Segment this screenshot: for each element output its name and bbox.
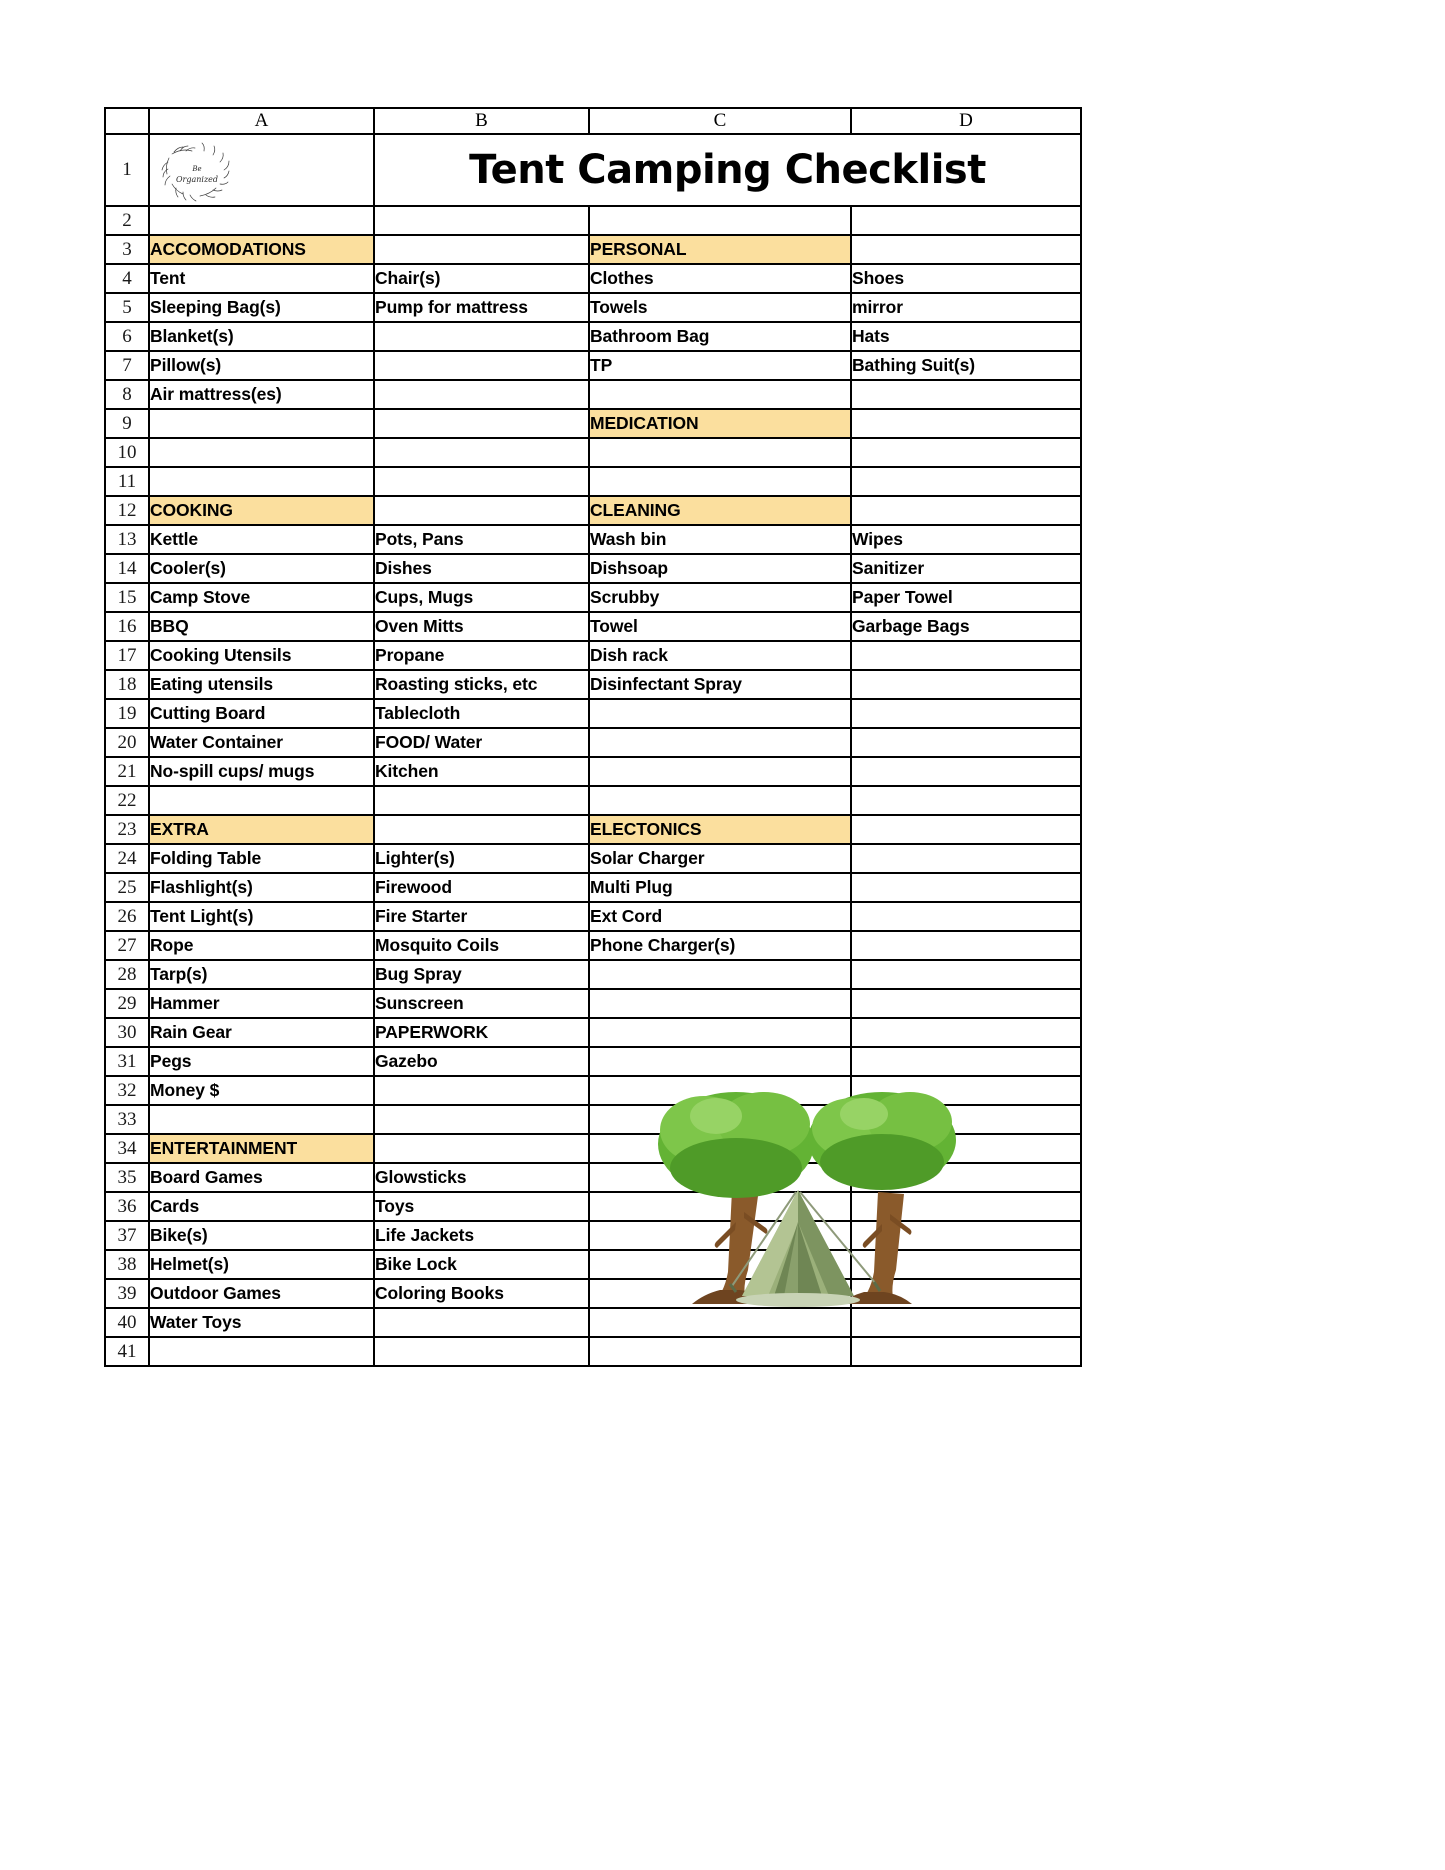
checklist-cell[interactable]: [851, 670, 1081, 699]
sheet-row: [105, 235, 1081, 264]
row-header-27[interactable]: 27: [105, 931, 149, 960]
checklist-cell[interactable]: Mosquito Coils: [374, 931, 589, 960]
checklist-cell[interactable]: Roasting sticks, etc: [374, 670, 589, 699]
row-header-25[interactable]: 25: [105, 873, 149, 902]
row-header-31[interactable]: 31: [105, 1047, 149, 1076]
checklist-cell[interactable]: Cups, Mugs: [374, 583, 589, 612]
checklist-cell[interactable]: [851, 1047, 1081, 1076]
row-header-8[interactable]: 8: [105, 380, 149, 409]
checklist-cell[interactable]: Water Toys: [149, 1308, 374, 1337]
checklist-cell[interactable]: Wash bin: [589, 525, 851, 554]
checklist-cell[interactable]: Tablecloth: [374, 699, 589, 728]
checklist-cell[interactable]: Dishsoap: [589, 554, 851, 583]
checklist-cell[interactable]: [851, 931, 1081, 960]
checklist-cell[interactable]: Cooking Utensils: [149, 641, 374, 670]
checklist-cell[interactable]: Cutting Board: [149, 699, 374, 728]
checklist-cell[interactable]: [851, 409, 1081, 438]
checklist-cell[interactable]: [374, 438, 589, 467]
row-header-33[interactable]: 33: [105, 1105, 149, 1134]
checklist-cell[interactable]: [851, 1076, 1081, 1105]
checklist-cell[interactable]: [851, 989, 1081, 1018]
checklist-cell[interactable]: [374, 1105, 589, 1134]
checklist-cell[interactable]: [589, 728, 851, 757]
checklist-cell[interactable]: [149, 1337, 374, 1366]
sheet-row: [105, 554, 1081, 583]
sheet-row: [105, 380, 1081, 409]
section-header-cell[interactable]: PERSONAL: [589, 235, 851, 264]
row-header-14[interactable]: 14: [105, 554, 149, 583]
row-header-29[interactable]: 29: [105, 989, 149, 1018]
checklist-cell[interactable]: [589, 960, 851, 989]
checklist-cell[interactable]: Shoes: [851, 264, 1081, 293]
checklist-cell[interactable]: [589, 1337, 851, 1366]
page-title: Tent Camping Checklist: [469, 147, 986, 193]
column-header-b[interactable]: B: [374, 108, 589, 134]
checklist-cell[interactable]: Paper Towel: [851, 583, 1081, 612]
checklist-cell[interactable]: Folding Table: [149, 844, 374, 873]
checklist-cell[interactable]: Rain Gear: [149, 1018, 374, 1047]
column-header-row: [105, 108, 1081, 134]
checklist-cell[interactable]: [851, 438, 1081, 467]
checklist-cell[interactable]: [851, 1105, 1081, 1134]
row-header-5[interactable]: 5: [105, 293, 149, 322]
sheet-row: [105, 1047, 1081, 1076]
checklist-cell[interactable]: [851, 960, 1081, 989]
sheet-row: [105, 960, 1081, 989]
checklist-cell[interactable]: [851, 206, 1081, 235]
checklist-cell[interactable]: Solar Charger: [589, 844, 851, 873]
sheet-row: [105, 641, 1081, 670]
sheet-row: [105, 1337, 1081, 1366]
checklist-cell[interactable]: Helmet(s): [149, 1250, 374, 1279]
checklist-cell[interactable]: Bug Spray: [374, 960, 589, 989]
row-header-10[interactable]: 10: [105, 438, 149, 467]
cell-a1-logo[interactable]: [149, 134, 374, 206]
row-header-20[interactable]: 20: [105, 728, 149, 757]
spreadsheet: [104, 107, 1080, 1367]
checklist-cell[interactable]: Multi Plug: [589, 873, 851, 902]
checklist-cell[interactable]: [851, 1337, 1081, 1366]
sheet-row: [105, 728, 1081, 757]
checklist-cell[interactable]: [374, 1076, 589, 1105]
checklist-cell[interactable]: [851, 815, 1081, 844]
checklist-cell[interactable]: Bike(s): [149, 1221, 374, 1250]
row-header-4[interactable]: 4: [105, 264, 149, 293]
checklist-cell[interactable]: Pots, Pans: [374, 525, 589, 554]
checklist-cell[interactable]: Hats: [851, 322, 1081, 351]
checklist-cell[interactable]: Towel: [589, 612, 851, 641]
row-header-19[interactable]: 19: [105, 699, 149, 728]
checklist-cell[interactable]: [851, 1250, 1081, 1279]
checklist-cell[interactable]: [589, 699, 851, 728]
checklist-cell[interactable]: [149, 467, 374, 496]
checklist-cell[interactable]: Kettle: [149, 525, 374, 554]
checklist-cell[interactable]: Disinfectant Spray: [589, 670, 851, 699]
section-header-cell[interactable]: MEDICATION: [589, 409, 851, 438]
checklist-cell[interactable]: [374, 322, 589, 351]
checklist-cell[interactable]: Coloring Books: [374, 1279, 589, 1308]
checklist-cell[interactable]: Flashlight(s): [149, 873, 374, 902]
checklist-cell[interactable]: Tent Light(s): [149, 902, 374, 931]
checklist-cell[interactable]: [851, 786, 1081, 815]
checklist-cell[interactable]: Pegs: [149, 1047, 374, 1076]
checklist-cell[interactable]: Hammer: [149, 989, 374, 1018]
checklist-cell[interactable]: [589, 206, 851, 235]
svg-text:Be: Be: [192, 165, 202, 173]
checklist-cell[interactable]: [851, 235, 1081, 264]
checklist-cell[interactable]: Phone Charger(s): [589, 931, 851, 960]
checklist-cell[interactable]: [851, 1192, 1081, 1221]
row-header-13[interactable]: 13: [105, 525, 149, 554]
checklist-cell[interactable]: [374, 496, 589, 525]
row-header-3[interactable]: 3: [105, 235, 149, 264]
sheet-row: [105, 815, 1081, 844]
checklist-cell[interactable]: [851, 1279, 1081, 1308]
checklist-cell[interactable]: [851, 641, 1081, 670]
checklist-cell[interactable]: [589, 1105, 851, 1134]
checklist-cell[interactable]: [374, 786, 589, 815]
sheet-row: [105, 1192, 1081, 1221]
row-header-40[interactable]: 40: [105, 1308, 149, 1337]
section-header-cell[interactable]: EXTRA: [149, 815, 374, 844]
sheet-row: [105, 134, 1081, 206]
checklist-cell[interactable]: Kitchen: [374, 757, 589, 786]
checklist-cell[interactable]: Toys: [374, 1192, 589, 1221]
checklist-cell[interactable]: Lighter(s): [374, 844, 589, 873]
sheet-row: [105, 1250, 1081, 1279]
row-header-30[interactable]: 30: [105, 1018, 149, 1047]
checklist-cell[interactable]: [589, 786, 851, 815]
sheet-row: [105, 496, 1081, 525]
sheet-row: [105, 873, 1081, 902]
checklist-cell[interactable]: [589, 1163, 851, 1192]
checklist-cell[interactable]: [589, 438, 851, 467]
sheet-row: [105, 757, 1081, 786]
row-header-12[interactable]: 12: [105, 496, 149, 525]
row-header-26[interactable]: 26: [105, 902, 149, 931]
checklist-cell[interactable]: Sleeping Bag(s): [149, 293, 374, 322]
sheet-title-banner[interactable]: [374, 134, 1081, 206]
sheet-row: [105, 438, 1081, 467]
sheet-row: [105, 1105, 1081, 1134]
checklist-cell[interactable]: [851, 844, 1081, 873]
row-header-32[interactable]: 32: [105, 1076, 149, 1105]
sheet-row: [105, 844, 1081, 873]
checklist-cell[interactable]: Ext Cord: [589, 902, 851, 931]
row-header-22[interactable]: 22: [105, 786, 149, 815]
sheet-row: [105, 699, 1081, 728]
checklist-cell[interactable]: TP: [589, 351, 851, 380]
section-header-cell[interactable]: ENTERTAINMENT: [149, 1134, 374, 1163]
section-header-cell[interactable]: CLEANING: [589, 496, 851, 525]
sheet-row: [105, 612, 1081, 641]
checklist-cell[interactable]: Bathing Suit(s): [851, 351, 1081, 380]
checklist-cell[interactable]: Garbage Bags: [851, 612, 1081, 641]
checklist-cell[interactable]: [149, 786, 374, 815]
section-header-cell[interactable]: ACCOMODATIONS: [149, 235, 374, 264]
sheet-row: [105, 1018, 1081, 1047]
checklist-cell[interactable]: Oven Mitts: [374, 612, 589, 641]
row-header-6[interactable]: 6: [105, 322, 149, 351]
row-header-24[interactable]: 24: [105, 844, 149, 873]
checklist-cell[interactable]: Cards: [149, 1192, 374, 1221]
sheet-row: [105, 583, 1081, 612]
checklist-cell[interactable]: [149, 409, 374, 438]
row-header-2[interactable]: 2: [105, 206, 149, 235]
checklist-cell[interactable]: [589, 1308, 851, 1337]
checklist-cell[interactable]: [851, 699, 1081, 728]
checklist-cell[interactable]: Dish rack: [589, 641, 851, 670]
checklist-cell[interactable]: Rope: [149, 931, 374, 960]
checklist-grid: [104, 107, 1082, 1367]
row-header-35[interactable]: 35: [105, 1163, 149, 1192]
checklist-cell[interactable]: [374, 467, 589, 496]
checklist-cell[interactable]: [589, 757, 851, 786]
checklist-cell[interactable]: [374, 1337, 589, 1366]
checklist-cell[interactable]: No-spill cups/ mugs: [149, 757, 374, 786]
checklist-cell[interactable]: PAPERWORK: [374, 1018, 589, 1047]
checklist-cell[interactable]: Life Jackets: [374, 1221, 589, 1250]
checklist-cell[interactable]: [851, 1018, 1081, 1047]
row-header-28[interactable]: 28: [105, 960, 149, 989]
row-header-36[interactable]: 36: [105, 1192, 149, 1221]
checklist-cell[interactable]: [851, 873, 1081, 902]
checklist-cell[interactable]: [149, 1105, 374, 1134]
checklist-cell[interactable]: [589, 1250, 851, 1279]
checklist-cell[interactable]: Gazebo: [374, 1047, 589, 1076]
checklist-cell[interactable]: [589, 1221, 851, 1250]
checklist-cell[interactable]: [589, 1192, 851, 1221]
row-header-17[interactable]: 17: [105, 641, 149, 670]
sheet-row: [105, 1279, 1081, 1308]
checklist-cell[interactable]: Eating utensils: [149, 670, 374, 699]
checklist-cell[interactable]: Pillow(s): [149, 351, 374, 380]
checklist-cell[interactable]: Glowsticks: [374, 1163, 589, 1192]
sheet-row: [105, 409, 1081, 438]
sheet-row: [105, 322, 1081, 351]
checklist-cell[interactable]: [851, 467, 1081, 496]
sheet-row: [105, 467, 1081, 496]
checklist-cell[interactable]: Clothes: [589, 264, 851, 293]
row-header-34[interactable]: 34: [105, 1134, 149, 1163]
checklist-cell[interactable]: [589, 380, 851, 409]
sheet-row: [105, 264, 1081, 293]
row-header-15[interactable]: 15: [105, 583, 149, 612]
checklist-cell[interactable]: [589, 1018, 851, 1047]
sheet-row: [105, 206, 1081, 235]
row-header-9[interactable]: 9: [105, 409, 149, 438]
checklist-cell[interactable]: [374, 206, 589, 235]
row-header-16[interactable]: 16: [105, 612, 149, 641]
sheet-row: [105, 786, 1081, 815]
sheet-row: [105, 1221, 1081, 1250]
checklist-cell[interactable]: [589, 1279, 851, 1308]
checklist-cell[interactable]: [589, 1076, 851, 1105]
sheet-row: [105, 293, 1081, 322]
checklist-cell[interactable]: Sunscreen: [374, 989, 589, 1018]
checklist-cell[interactable]: [851, 380, 1081, 409]
checklist-cell[interactable]: BBQ: [149, 612, 374, 641]
section-header-cell[interactable]: ELECTONICS: [589, 815, 851, 844]
row-header-38[interactable]: 38: [105, 1250, 149, 1279]
checklist-cell[interactable]: [851, 757, 1081, 786]
checklist-cell[interactable]: [374, 409, 589, 438]
sheet-row: [105, 902, 1081, 931]
checklist-cell[interactable]: Blanket(s): [149, 322, 374, 351]
checklist-cell[interactable]: [851, 496, 1081, 525]
checklist-cell[interactable]: Towels: [589, 293, 851, 322]
checklist-cell[interactable]: [851, 1308, 1081, 1337]
checklist-cell[interactable]: [851, 1221, 1081, 1250]
checklist-cell[interactable]: Tarp(s): [149, 960, 374, 989]
checklist-cell[interactable]: Bathroom Bag: [589, 322, 851, 351]
brand-logo-icon: [158, 140, 236, 202]
checklist-cell[interactable]: [374, 1134, 589, 1163]
sheet-row: [105, 1308, 1081, 1337]
checklist-cell[interactable]: Tent: [149, 264, 374, 293]
checklist-cell[interactable]: [374, 380, 589, 409]
checklist-cell[interactable]: [374, 815, 589, 844]
checklist-cell[interactable]: mirror: [851, 293, 1081, 322]
column-header-d[interactable]: D: [851, 108, 1081, 134]
checklist-cell[interactable]: Water Container: [149, 728, 374, 757]
row-header-11[interactable]: 11: [105, 467, 149, 496]
checklist-cell[interactable]: [851, 902, 1081, 931]
checklist-cell[interactable]: Outdoor Games: [149, 1279, 374, 1308]
checklist-cell[interactable]: Fire Starter: [374, 902, 589, 931]
checklist-cell[interactable]: Pump for mattress: [374, 293, 589, 322]
sheet-row: [105, 525, 1081, 554]
checklist-cell[interactable]: Cooler(s): [149, 554, 374, 583]
sheet-row: [105, 1163, 1081, 1192]
row-header-39[interactable]: 39: [105, 1279, 149, 1308]
checklist-cell[interactable]: Wipes: [851, 525, 1081, 554]
row-header-18[interactable]: 18: [105, 670, 149, 699]
sheet-row: [105, 351, 1081, 380]
checklist-cell[interactable]: [851, 728, 1081, 757]
checklist-cell[interactable]: Sanitizer: [851, 554, 1081, 583]
checklist-cell[interactable]: Propane: [374, 641, 589, 670]
checklist-cell[interactable]: [589, 1047, 851, 1076]
row-header-41[interactable]: 41: [105, 1337, 149, 1366]
sheet-row: [105, 1076, 1081, 1105]
checklist-cell[interactable]: [149, 438, 374, 467]
column-header-c[interactable]: C: [589, 108, 851, 134]
checklist-cell[interactable]: [374, 1308, 589, 1337]
section-header-cell[interactable]: COOKING: [149, 496, 374, 525]
sheet-row: [105, 670, 1081, 699]
select-all-corner[interactable]: [105, 108, 149, 134]
checklist-cell[interactable]: Dishes: [374, 554, 589, 583]
checklist-cell[interactable]: Money $: [149, 1076, 374, 1105]
row-header-1[interactable]: 1: [105, 134, 149, 206]
svg-text:Organized: Organized: [175, 175, 219, 184]
sheet-row: [105, 1134, 1081, 1163]
checklist-cell[interactable]: [374, 235, 589, 264]
row-header-23[interactable]: 23: [105, 815, 149, 844]
checklist-cell[interactable]: FOOD/ Water: [374, 728, 589, 757]
row-header-21[interactable]: 21: [105, 757, 149, 786]
checklist-cell[interactable]: Air mattress(es): [149, 380, 374, 409]
checklist-cell[interactable]: [149, 206, 374, 235]
checklist-cell[interactable]: [374, 351, 589, 380]
checklist-cell[interactable]: [851, 1134, 1081, 1163]
checklist-cell[interactable]: [589, 989, 851, 1018]
checklist-cell[interactable]: [851, 1163, 1081, 1192]
column-header-a[interactable]: A: [149, 108, 374, 134]
checklist-cell[interactable]: Camp Stove: [149, 583, 374, 612]
checklist-cell[interactable]: Chair(s): [374, 264, 589, 293]
checklist-cell[interactable]: Scrubby: [589, 583, 851, 612]
checklist-cell[interactable]: Firewood: [374, 873, 589, 902]
row-header-37[interactable]: 37: [105, 1221, 149, 1250]
checklist-cell[interactable]: Bike Lock: [374, 1250, 589, 1279]
checklist-cell[interactable]: Board Games: [149, 1163, 374, 1192]
checklist-cell[interactable]: [589, 467, 851, 496]
sheet-row: [105, 931, 1081, 960]
row-header-7[interactable]: 7: [105, 351, 149, 380]
checklist-cell[interactable]: [589, 1134, 851, 1163]
sheet-row: [105, 989, 1081, 1018]
